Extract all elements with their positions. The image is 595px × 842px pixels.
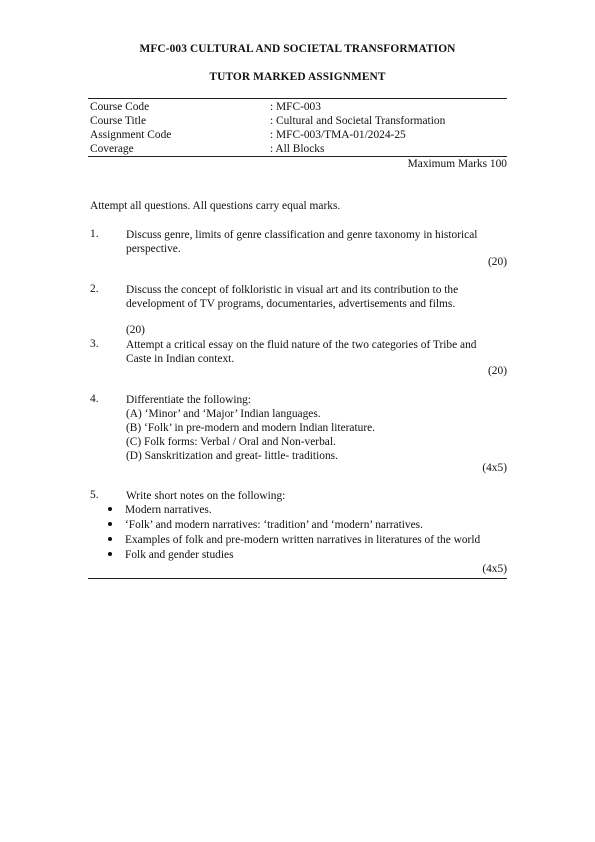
meta-row-coverage — [90, 142, 507, 156]
bullet-item — [108, 503, 212, 517]
meta-row-course-title — [90, 114, 507, 128]
question-line: Discuss genre, limits of genre classification and genre taxonomy in historical — [126, 229, 478, 241]
meta-label: Course Title — [90, 115, 147, 127]
question-marks: (20) — [488, 365, 507, 377]
meta-label: Coverage — [90, 143, 134, 155]
top-rule — [88, 98, 507, 99]
bullet-text: ‘Folk’ and modern narratives: ‘tradition’ and ‘modern’ narratives. — [125, 519, 423, 531]
question-number: 4. — [90, 393, 99, 405]
question-text — [126, 283, 510, 311]
question-number: 3. — [90, 338, 99, 350]
question-line: Differentiate the following: — [126, 394, 252, 406]
question-line: (B) ‘Folk’ in pre-modern and modern Indian literature. — [126, 422, 376, 434]
maximum-marks: Maximum Marks 100 — [407, 158, 507, 170]
bullet-text: Folk and gender studies — [125, 549, 234, 561]
meta-label: Course Code — [90, 101, 150, 113]
question-line: (C) Folk forms: Verbal / Oral and Non-verbal. — [126, 436, 336, 448]
meta-bottom-rule — [88, 156, 507, 157]
bullet-icon — [108, 507, 112, 511]
meta-value: : All Blocks — [270, 143, 325, 155]
bullet-icon — [108, 552, 112, 556]
bullet-icon — [108, 537, 112, 541]
question-line: development of TV programs, documentaries, advertisements and films. — [126, 298, 456, 310]
question-text — [126, 228, 510, 256]
bullet-text: Examples of folk and pre-modern written narratives in literatures of the world — [125, 534, 481, 546]
question-line: Attempt a critical essay on the fluid nature of the two categories of Tribe and — [126, 339, 477, 351]
question-text — [126, 489, 510, 503]
question-marks: (20) — [488, 256, 507, 268]
question-number: 2. — [90, 283, 99, 295]
meta-label: Assignment Code — [90, 129, 172, 141]
bullet-item — [108, 533, 480, 547]
question-text — [126, 338, 510, 366]
question-line: Discuss the concept of folkloristic in visual art and its contribution to the — [126, 284, 459, 296]
question-line: Write short notes on the following: — [126, 490, 286, 502]
meta-value: : MFC-003/TMA-01/2024-25 — [270, 129, 406, 141]
question-line: perspective. — [126, 243, 181, 255]
question-marks: (20) — [126, 324, 145, 336]
meta-row-course-code — [90, 100, 507, 114]
question-line: (A) ‘Minor’ and ‘Major’ Indian languages. — [126, 408, 321, 420]
bullet-item — [108, 548, 234, 562]
question-line: Caste in Indian context. — [126, 353, 235, 365]
question-marks: (4x5) — [482, 462, 507, 474]
question-text — [126, 393, 510, 463]
question-line: (D) Sanskritization and great- little- traditions. — [126, 450, 338, 462]
question-marks: (4x5) — [482, 563, 507, 575]
bottom-rule — [88, 578, 507, 579]
question-number: 5. — [90, 489, 99, 501]
bullet-item — [108, 518, 423, 532]
meta-value: : Cultural and Societal Transformation — [270, 115, 446, 127]
bullet-icon — [108, 522, 112, 526]
instruction-text: Attempt all questions. All questions carry equal marks. — [90, 200, 341, 212]
meta-row-assignment-code — [90, 128, 507, 142]
question-number: 1. — [90, 228, 99, 240]
document-title: MFC-003 CULTURAL AND SOCIETAL TRANSFORMATION — [139, 43, 456, 55]
meta-value: : MFC-003 — [270, 101, 321, 113]
bullet-text: Modern narratives. — [125, 504, 212, 516]
document-subtitle: TUTOR MARKED ASSIGNMENT — [209, 71, 386, 83]
